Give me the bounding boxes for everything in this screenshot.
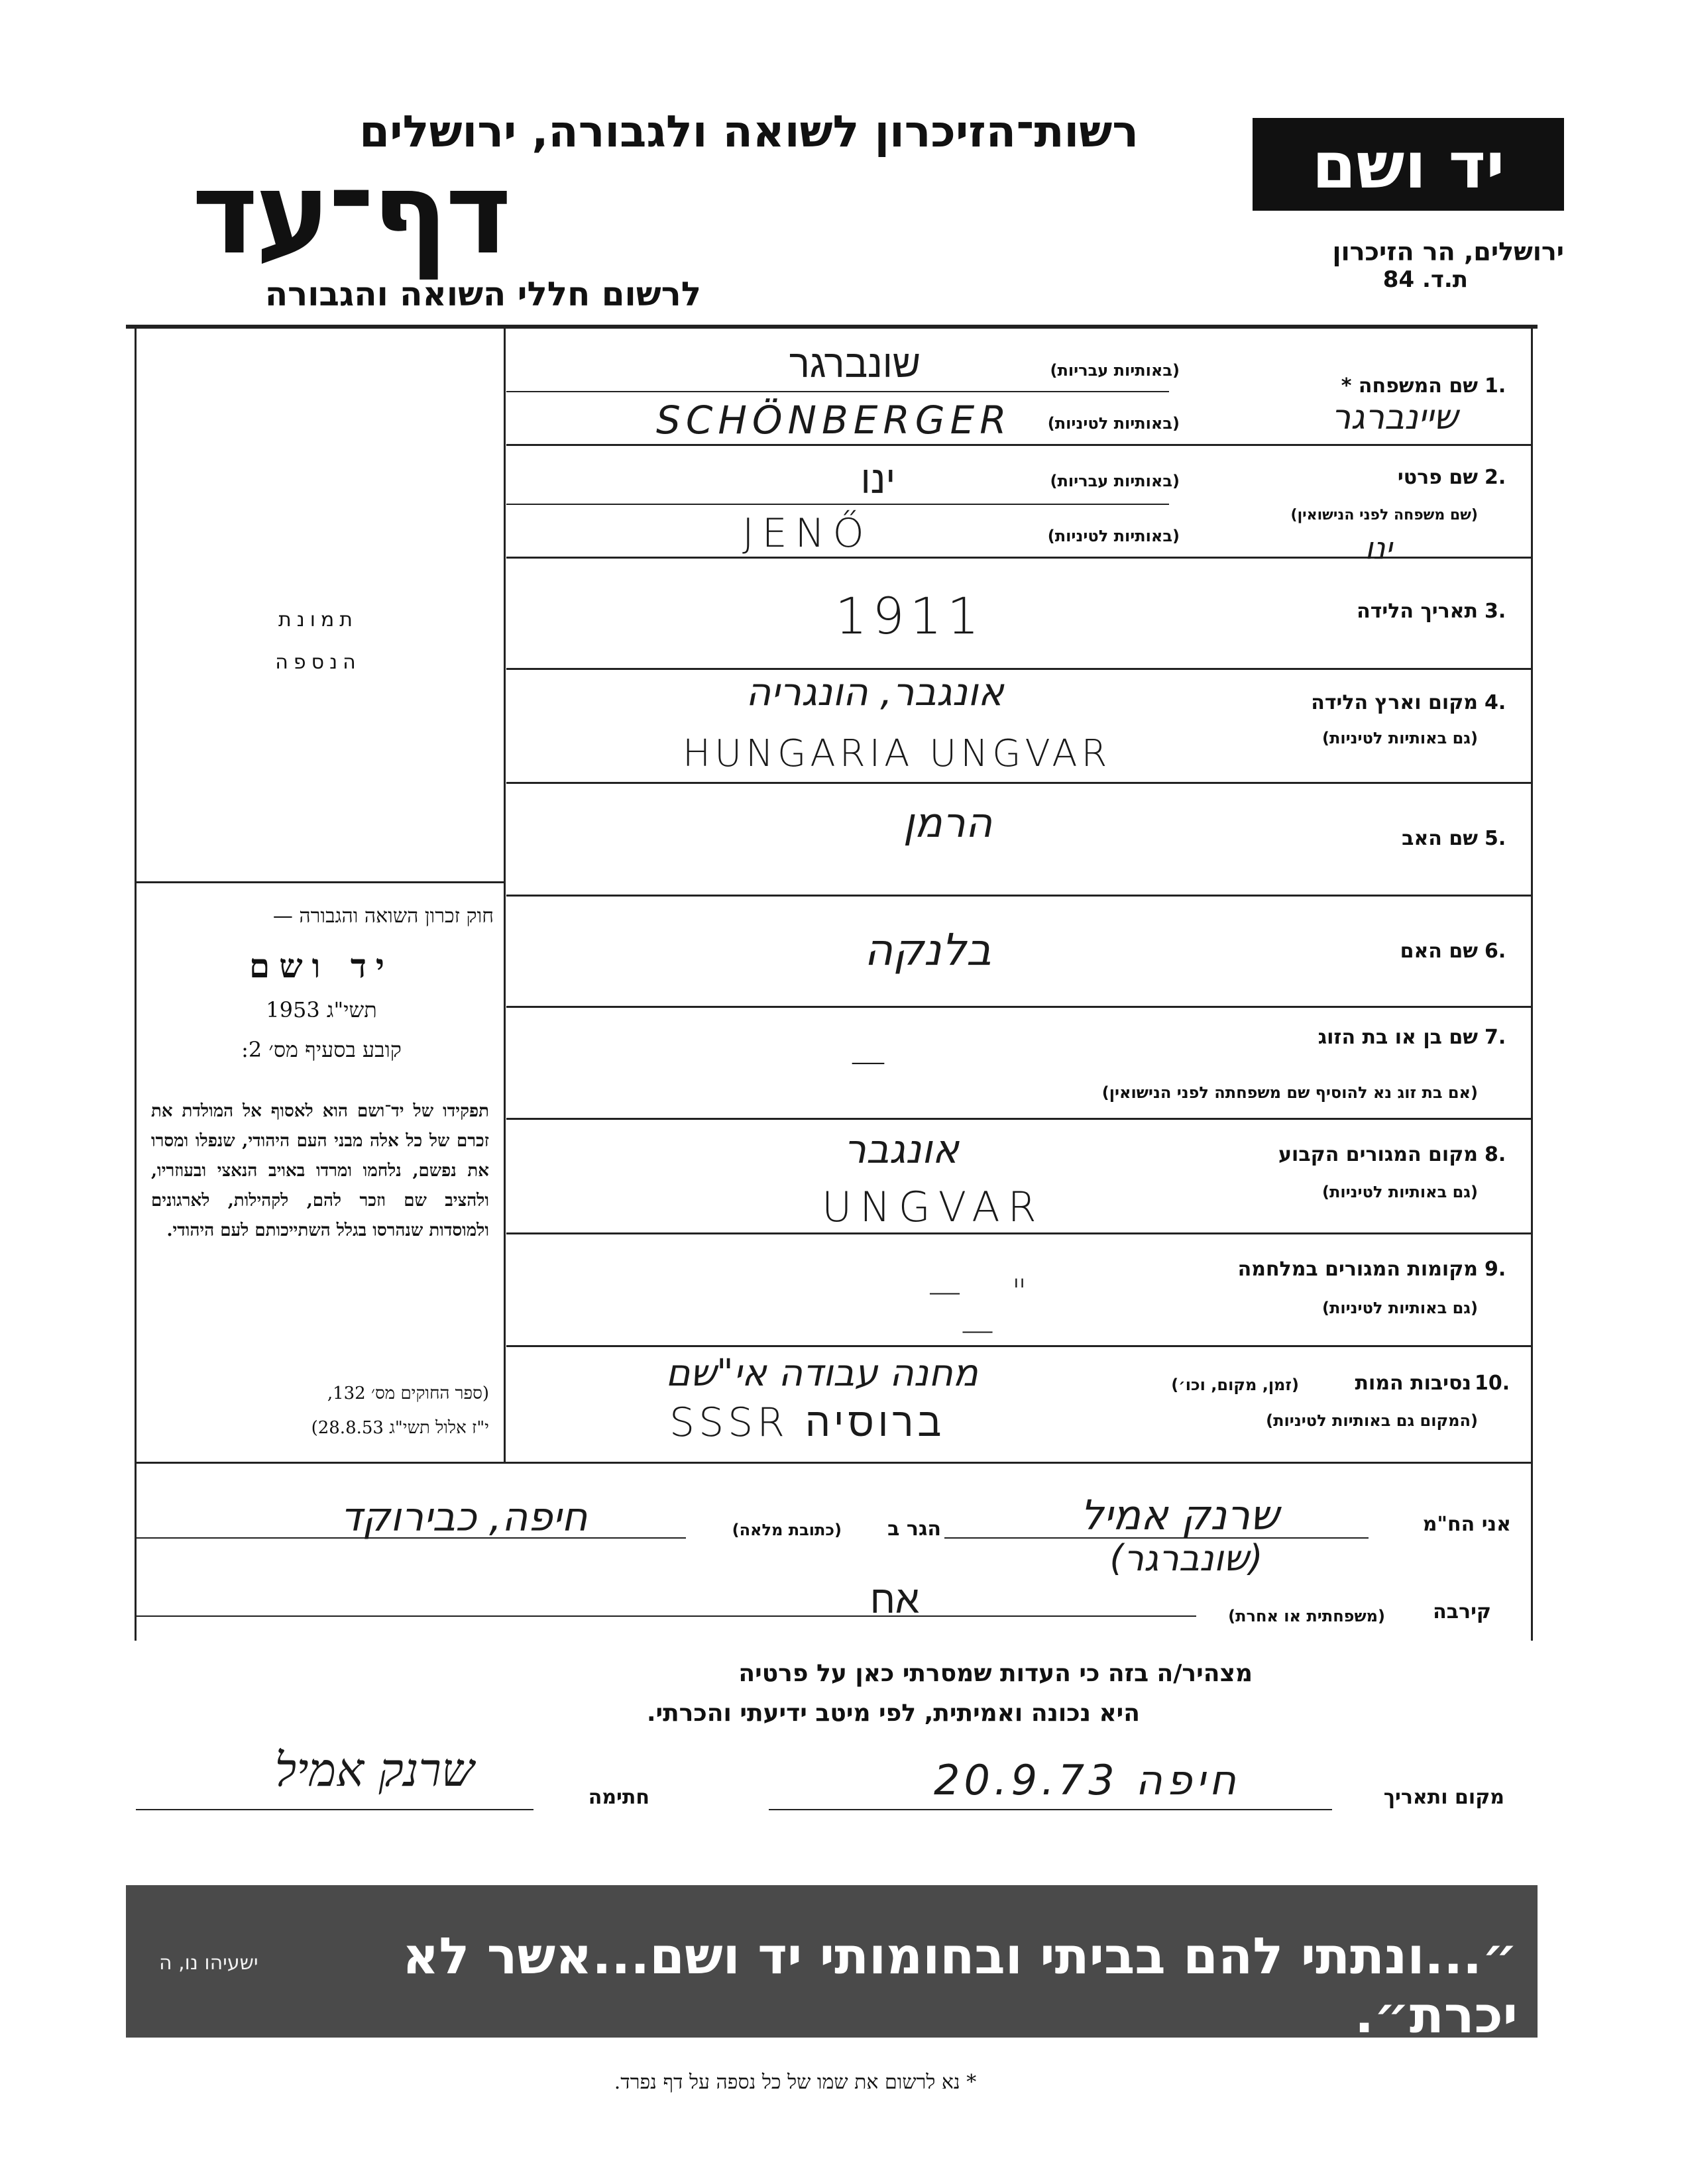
law-source-2: י"ז אלול תשי"ג 28.8.53)	[311, 1418, 489, 1438]
field-2-margin-note: ינו	[1365, 530, 1392, 566]
field-10-number: 10.	[1475, 1372, 1510, 1395]
photo-label-1: תמונת	[278, 608, 358, 631]
field-2-hint-latin: (באותיות לטיניות)	[1047, 527, 1180, 545]
field-10-label: נסיבות המות	[1355, 1372, 1471, 1395]
field-8-value-hebrew[interactable]: אונגבר	[844, 1126, 959, 1173]
form-subtitle: לרשום חללי השואה והגבורה	[264, 275, 701, 313]
field-1-margin-note: שיינברגר	[1331, 398, 1458, 437]
residing-label: הגר ב	[887, 1517, 941, 1541]
place-date-label: מקום ותאריך	[1383, 1786, 1504, 1809]
declarant-label: אני הח"מ	[1422, 1513, 1511, 1536]
field-1-number: 1.	[1485, 374, 1506, 398]
field-2-number: 2.	[1485, 466, 1506, 489]
frame-left-border	[135, 329, 137, 1641]
frame-right-border	[1531, 329, 1533, 1641]
law-text: תפקידו של יד־ושם הוא לאסוף אל המולדת את זכרם של כל אלה מבני העם היהודי, שנפלו ומסרו את נפשם, נלחמו ומרדו באויב הנאצי ובעוזריו, ולהציב שם וזכר להם, לקהילות, לארגונים ולמוסדות שנהרסו בגלל השתייכותם לעם היהודי.	[151, 1101, 489, 1240]
sidebar-split	[135, 881, 504, 883]
field-4-sub: (גם באותיות לטיניות)	[1322, 729, 1478, 747]
field-2-value-hebrew[interactable]: ינו	[860, 457, 896, 502]
address-hint: (כתובת מלאה)	[732, 1521, 842, 1539]
row-rule-1	[506, 444, 1531, 446]
photo-label-2: הנספה	[275, 651, 361, 674]
field-2-sub: (שם משפחה לפני הנישואין)	[1290, 507, 1478, 523]
field-5-value[interactable]: הרמן	[903, 798, 993, 847]
yad-vashem-logo	[1253, 118, 1564, 211]
field-7-sub: (אם בת זוג נא להוסיף שם משפחתה לפני הנישואין)	[1101, 1083, 1478, 1102]
address-line-2: ת.ד. 84	[1382, 266, 1468, 293]
kinship-value[interactable]: אח	[869, 1577, 920, 1622]
field-2-hint-hebrew: (באותיות עבריות)	[1050, 472, 1180, 490]
field-5-number: 5.	[1485, 827, 1506, 850]
frame-top-rule	[126, 325, 1538, 329]
field-3-value[interactable]: 1911	[835, 586, 985, 645]
field-1-hint-hebrew: (באותיות עבריות)	[1050, 361, 1180, 380]
field-2-value-latin[interactable]: JENŐ	[742, 510, 872, 557]
sidebar-divider	[504, 329, 506, 1463]
declarant-name-value[interactable]: שרנק אמיל	[1080, 1491, 1280, 1539]
field-1-hint-latin: (באותיות לטיניות)	[1047, 414, 1180, 433]
field-10-value-hebrew[interactable]: מחנה עבודה אי"שם	[665, 1352, 978, 1395]
field-8-label: מקום המגורים הקבוע	[1278, 1143, 1478, 1166]
row-rule-8	[506, 1232, 1531, 1234]
statement-line-1: מצהיר/ה בזה כי העדות שמסרתי כאן על פרטיה	[738, 1660, 1253, 1687]
field-6-value[interactable]: בלנקה	[864, 924, 992, 975]
kinship-hint: (משפחתית או אחרת)	[1228, 1607, 1385, 1625]
row-rule-7	[506, 1118, 1531, 1120]
signature-value[interactable]: שרנק אמיל	[274, 1743, 475, 1797]
place-date-line	[769, 1809, 1332, 1810]
law-title: חוק זכרון השואה והגבורה —	[272, 904, 494, 928]
field-6-label: שם האם	[1400, 940, 1478, 963]
authority-title: רשות־הזיכרון לשואה ולגבורה, ירושלים	[359, 106, 1139, 157]
field-7-number: 7.	[1485, 1026, 1506, 1049]
statement-line-2: היא נכונה ואמיתית, לפי מיטב ידיעתי והכרתי.	[646, 1700, 1140, 1727]
field-3-number: 3.	[1485, 600, 1506, 623]
banner-quote: ״...ונתתי להם בביתי ובחומותי יד ושם...אשר לא יכרת״.	[402, 1926, 1518, 2044]
kinship-line	[136, 1615, 1196, 1617]
field-5-label: שם האב	[1402, 827, 1478, 850]
address-line-1: ירושלים, הר הזיכרון	[1332, 237, 1564, 266]
field-7-label: שם בן או בת הזוג	[1318, 1026, 1478, 1049]
field-8-number: 8.	[1485, 1143, 1506, 1166]
kinship-label: קירבה	[1433, 1600, 1491, 1623]
field-7-value[interactable]: —	[850, 1040, 886, 1082]
form-bottom-rule	[135, 1462, 1533, 1464]
address-value[interactable]: חיפה, כבירוקד	[340, 1494, 588, 1541]
field-4-number: 4.	[1485, 691, 1506, 714]
field-9-label: מקומות המגורים במלחמה	[1237, 1258, 1478, 1281]
field-3-label: תאריך הלידה	[1357, 600, 1478, 623]
field-9-sub: (גם באותיות לטיניות)	[1322, 1299, 1478, 1317]
banner-source: ישעיהו נו, ה	[159, 1951, 258, 1975]
row-rule-5	[506, 895, 1531, 897]
quote-banner	[126, 1885, 1538, 2044]
field-10-sub: (המקום גם באותיות לטיניות)	[1266, 1411, 1478, 1430]
field-10-label-hint: (זמן, מקום, וכו׳)	[1171, 1376, 1299, 1394]
logo-text: יד ושם	[1312, 129, 1505, 203]
write-line-1a	[506, 391, 1169, 392]
field-2-label: שם פרטי	[1397, 466, 1478, 489]
law-name: יד ושם	[249, 946, 394, 985]
law-year: תשי"ג 1953	[266, 997, 377, 1022]
law-source-1: (ספר החוקים מס׳ 132,	[327, 1384, 489, 1403]
field-4-value-hebrew[interactable]: אונגבר, הונגריה	[746, 669, 1004, 714]
write-line-2a	[506, 504, 1169, 505]
signature-label: חתימה	[588, 1786, 649, 1809]
row-rule-6	[506, 1006, 1531, 1008]
footer-note: * נא לרשום את שמו של כל נספה על דף נפרד.	[614, 2071, 977, 2094]
field-8-sub: (גם באותיות לטיניות)	[1322, 1183, 1478, 1201]
field-1-label: שם המשפחה *	[1341, 374, 1478, 398]
signature-line	[136, 1809, 533, 1810]
field-8-value-latin[interactable]: UNGVAR	[822, 1183, 1044, 1231]
declarant-name-value-2[interactable]: (שונברגר)	[1109, 1537, 1263, 1579]
field-6-number: 6.	[1485, 940, 1506, 963]
field-10-value-latin[interactable]: SSSR ברוסיה	[669, 1399, 946, 1446]
field-4-value-latin[interactable]: HUNGARIA UNGVAR	[683, 732, 1111, 775]
field-1-value-latin[interactable]: SCHÖNBERGER	[656, 398, 1012, 443]
field-9-number: 9.	[1485, 1258, 1506, 1281]
row-rule-4	[506, 782, 1531, 784]
form-title: דף־עד	[192, 148, 509, 280]
field-4-label: מקום וארץ הלידה	[1311, 691, 1478, 714]
field-1-value-hebrew[interactable]: שונברגר	[789, 341, 921, 386]
law-clause: קובע בסעיף מס׳ 2:	[241, 1037, 402, 1062]
place-date-value[interactable]: חיפה 20.9.73	[934, 1756, 1240, 1804]
field-9-value[interactable]: — " —	[928, 1272, 1047, 1349]
